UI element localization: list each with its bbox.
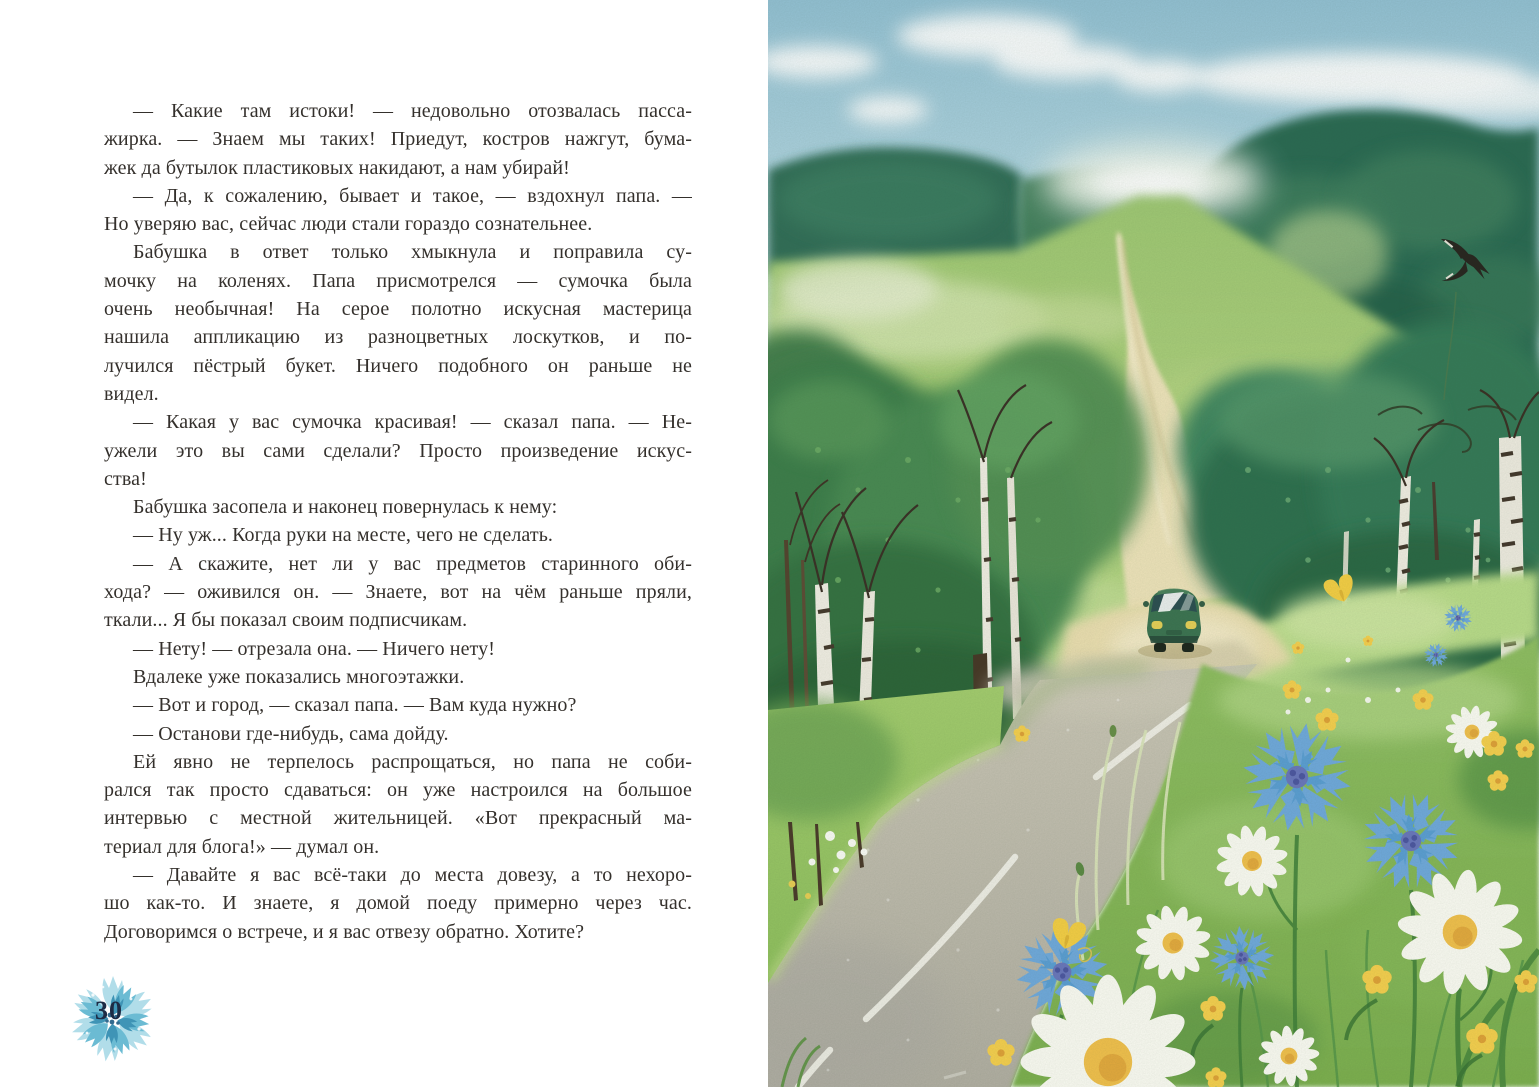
text-line: ужели это вы сами сделали? Просто произведение искус- [104, 439, 692, 462]
text-line: — Какая у вас сумочка красивая! — сказал папа. — Не- [133, 411, 692, 434]
text-line: — Нету! — отрезала она. — Ничего нету! [133, 637, 495, 660]
text-line: рался так просто сдаваться: он уже настроился на большое [104, 779, 692, 802]
page-number-ornament [64, 972, 162, 1066]
text-line: териал для блога!» — думал он. [104, 835, 380, 858]
text-line: — Какие там истоки! — недовольно отозвалась пасса- [133, 100, 692, 122]
text-line: — Вот и город, — сказал папа. — Вам куда нужно? [133, 694, 577, 717]
text-line: видел. [104, 382, 159, 405]
text-line: Вдалеке уже показались многоэтажки. [133, 665, 465, 688]
text-line: ткали... Я бы показал своим подписчикам. [104, 609, 468, 632]
text-line: жек да бутылок пластиковых накидают, а нам убирай! [104, 156, 570, 179]
page-number: 30 [95, 996, 123, 1025]
text-line: шо как-то. И знаете, я домой поеду примерно через час. [104, 892, 692, 915]
text-line: интервью с местной жительницей. «Вот прекрасный ма- [104, 807, 692, 830]
text-line: — Да, к сожалению, бывает и такое, — вздохнул папа. — [133, 184, 692, 207]
text-line: — Ну уж... Когда руки на месте, чего не сделать. [133, 524, 554, 547]
text-line: — Останови где-нибудь, сама дойду. [133, 722, 449, 745]
text-line: — А скажите, нет ли у вас предметов старинного оби- [133, 552, 692, 575]
text-line: Но уверяю вас, сейчас люди стали гораздо сознательнее. [104, 213, 593, 236]
text-line: мочку на коленях. Папа присмотрелся — сумочка была [104, 269, 692, 292]
text-line: очень необычная! На серое полотно искусная мастерица [104, 298, 692, 321]
text-line: лучился пёстрый букет. Ничего подобного он раньше не [104, 354, 692, 377]
text-line: жирка. — Знаем мы таких! Приедут, костров нажгут, бума- [104, 128, 692, 151]
countryside-illustration [768, 0, 1539, 1087]
text-line: нашила аппликацию из разноцветных лоскутков, и по- [104, 326, 692, 349]
text-line: Ей явно не терпелось распрощаться, но папа не соби- [133, 750, 692, 773]
text-line: Бабушка в ответ только хмыкнула и поправила су- [133, 241, 692, 264]
text-line: Бабушка засопела и наконец повернулась к нему: [133, 496, 558, 519]
text-line: ства! [104, 467, 147, 490]
right-page-illustration [768, 0, 1539, 1087]
text-line: — Давайте я вас всё-таки до места довезу, а то нехоро- [133, 864, 692, 887]
text-line: хода? — оживился он. — Знаете, вот на чём раньше пряли, [104, 581, 692, 604]
story-text [104, 97, 692, 946]
text-line: Договоримся о встрече, и я вас отвезу обратно. Хотите? [104, 920, 585, 943]
grain-texture [768, 0, 1539, 1087]
